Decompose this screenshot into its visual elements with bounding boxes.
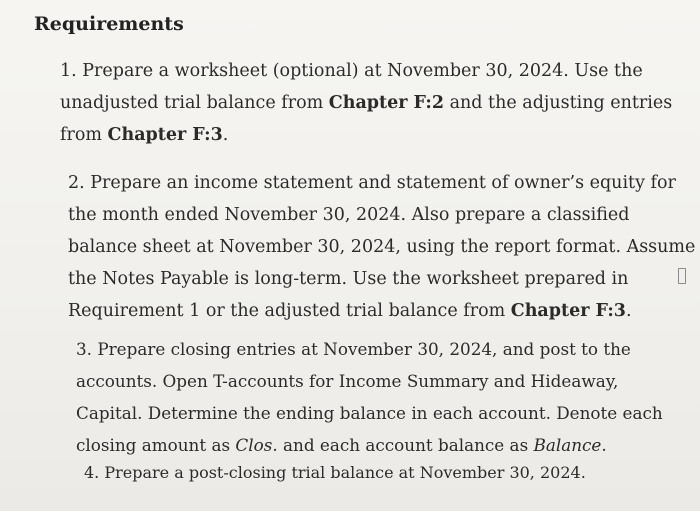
text-run: Requirement 1 or the adjusted trial balance from <box>68 301 511 321</box>
text-run: and each account balance as <box>277 435 534 455</box>
italic-term: Balance <box>533 435 602 455</box>
text-run: 3. Prepare closing entries at November 30, 2024, and post to the <box>76 339 631 359</box>
requirement-line <box>68 167 695 199</box>
text-run: accounts. Open T-accounts for Income Summary and Hideaway, <box>76 371 619 391</box>
requirement-line <box>68 295 695 327</box>
bold-reference: Chapter F:3 <box>107 125 223 145</box>
text-run: closing amount as <box>76 435 236 455</box>
requirement-line <box>68 263 695 295</box>
mouse-cursor-icon <box>678 268 686 284</box>
text-run: 4. Prepare a post-closing trial balance at November 30, 2024. <box>84 463 586 482</box>
requirement-line <box>60 87 672 119</box>
bold-reference: Chapter F:3 <box>510 301 626 321</box>
text-run: the Notes Payable is long-term. Use the worksheet prepared in <box>68 269 629 289</box>
requirement-line <box>68 199 695 231</box>
text-run: and the adjusting entries <box>444 93 673 113</box>
text-run: 1. Prepare a worksheet (optional) at November 30, 2024. Use the <box>60 61 643 81</box>
requirement-2 <box>68 167 695 327</box>
text-run: . <box>625 301 632 321</box>
italic-term: Clos. <box>235 435 278 455</box>
requirements-heading: Requirements <box>34 13 184 35</box>
text-run: . <box>222 125 229 145</box>
requirement-4 <box>84 457 586 489</box>
requirement-line <box>84 457 586 489</box>
text-run: the month ended November 30, 2024. Also prepare a classified <box>68 205 630 225</box>
text-run: from <box>60 125 108 145</box>
requirement-line <box>60 119 672 151</box>
text-run: 2. Prepare an income statement and statement of owner’s equity for <box>68 173 676 193</box>
text-run: unadjusted trial balance from <box>60 93 329 113</box>
text-run: balance sheet at November 30, 2024, using the report format. Assume <box>68 237 696 257</box>
requirement-line <box>60 55 672 87</box>
bold-reference: Chapter F:2 <box>328 93 444 113</box>
requirement-3 <box>76 333 663 461</box>
requirement-1 <box>60 55 672 151</box>
text-run: . <box>601 435 607 455</box>
requirement-line <box>76 333 663 365</box>
text-run: Capital. Determine the ending balance in each account. Denote each <box>76 403 663 423</box>
requirement-line <box>76 397 663 429</box>
requirement-line <box>68 231 695 263</box>
requirement-line <box>76 365 663 397</box>
